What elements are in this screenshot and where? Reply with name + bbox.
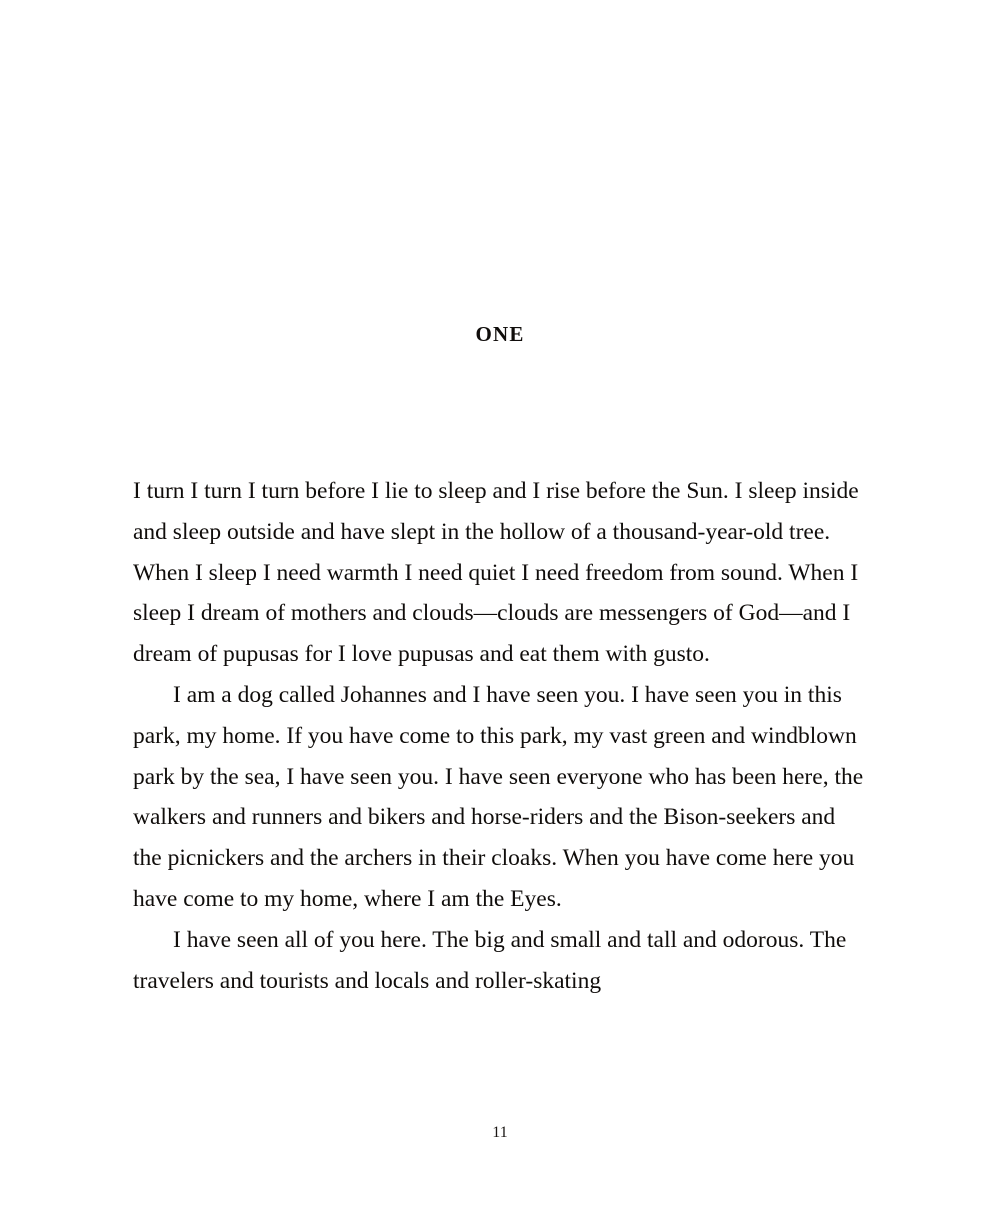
paragraph: I turn I turn I turn before I lie to sleep and I rise before the Sun. I sleep inside and sleep outside and have slept in the hollow of a thousand-year-old tree. When I sleep I need warmth I need quiet I need freedom from sound. When I sleep I dream of mothers and clouds—clouds are messengers of God—and I dream of pupusas for I love pupusas and eat them with gusto. [133,478,859,668]
body-text [133,471,868,1001]
chapter-title: ONE [475,322,525,346]
page-number: 11 [492,1124,508,1141]
paragraph: I am a dog called Johannes and I have seen you. I have seen you in this park, my home. If you have come to this park, my vast green and windblown park by the sea, I have seen you. I have seen everyone who has been here, the walkers and runners and bikers and horse-riders and the Bison-seekers and the picnickers and the archers in their cloaks. When you have come here you have come to my home, where I am the Eyes. [133,681,864,912]
paragraph: I have seen all of you here. The big and small and tall and odorous. The travelers and tourists and locals and roller-skating [133,926,847,994]
